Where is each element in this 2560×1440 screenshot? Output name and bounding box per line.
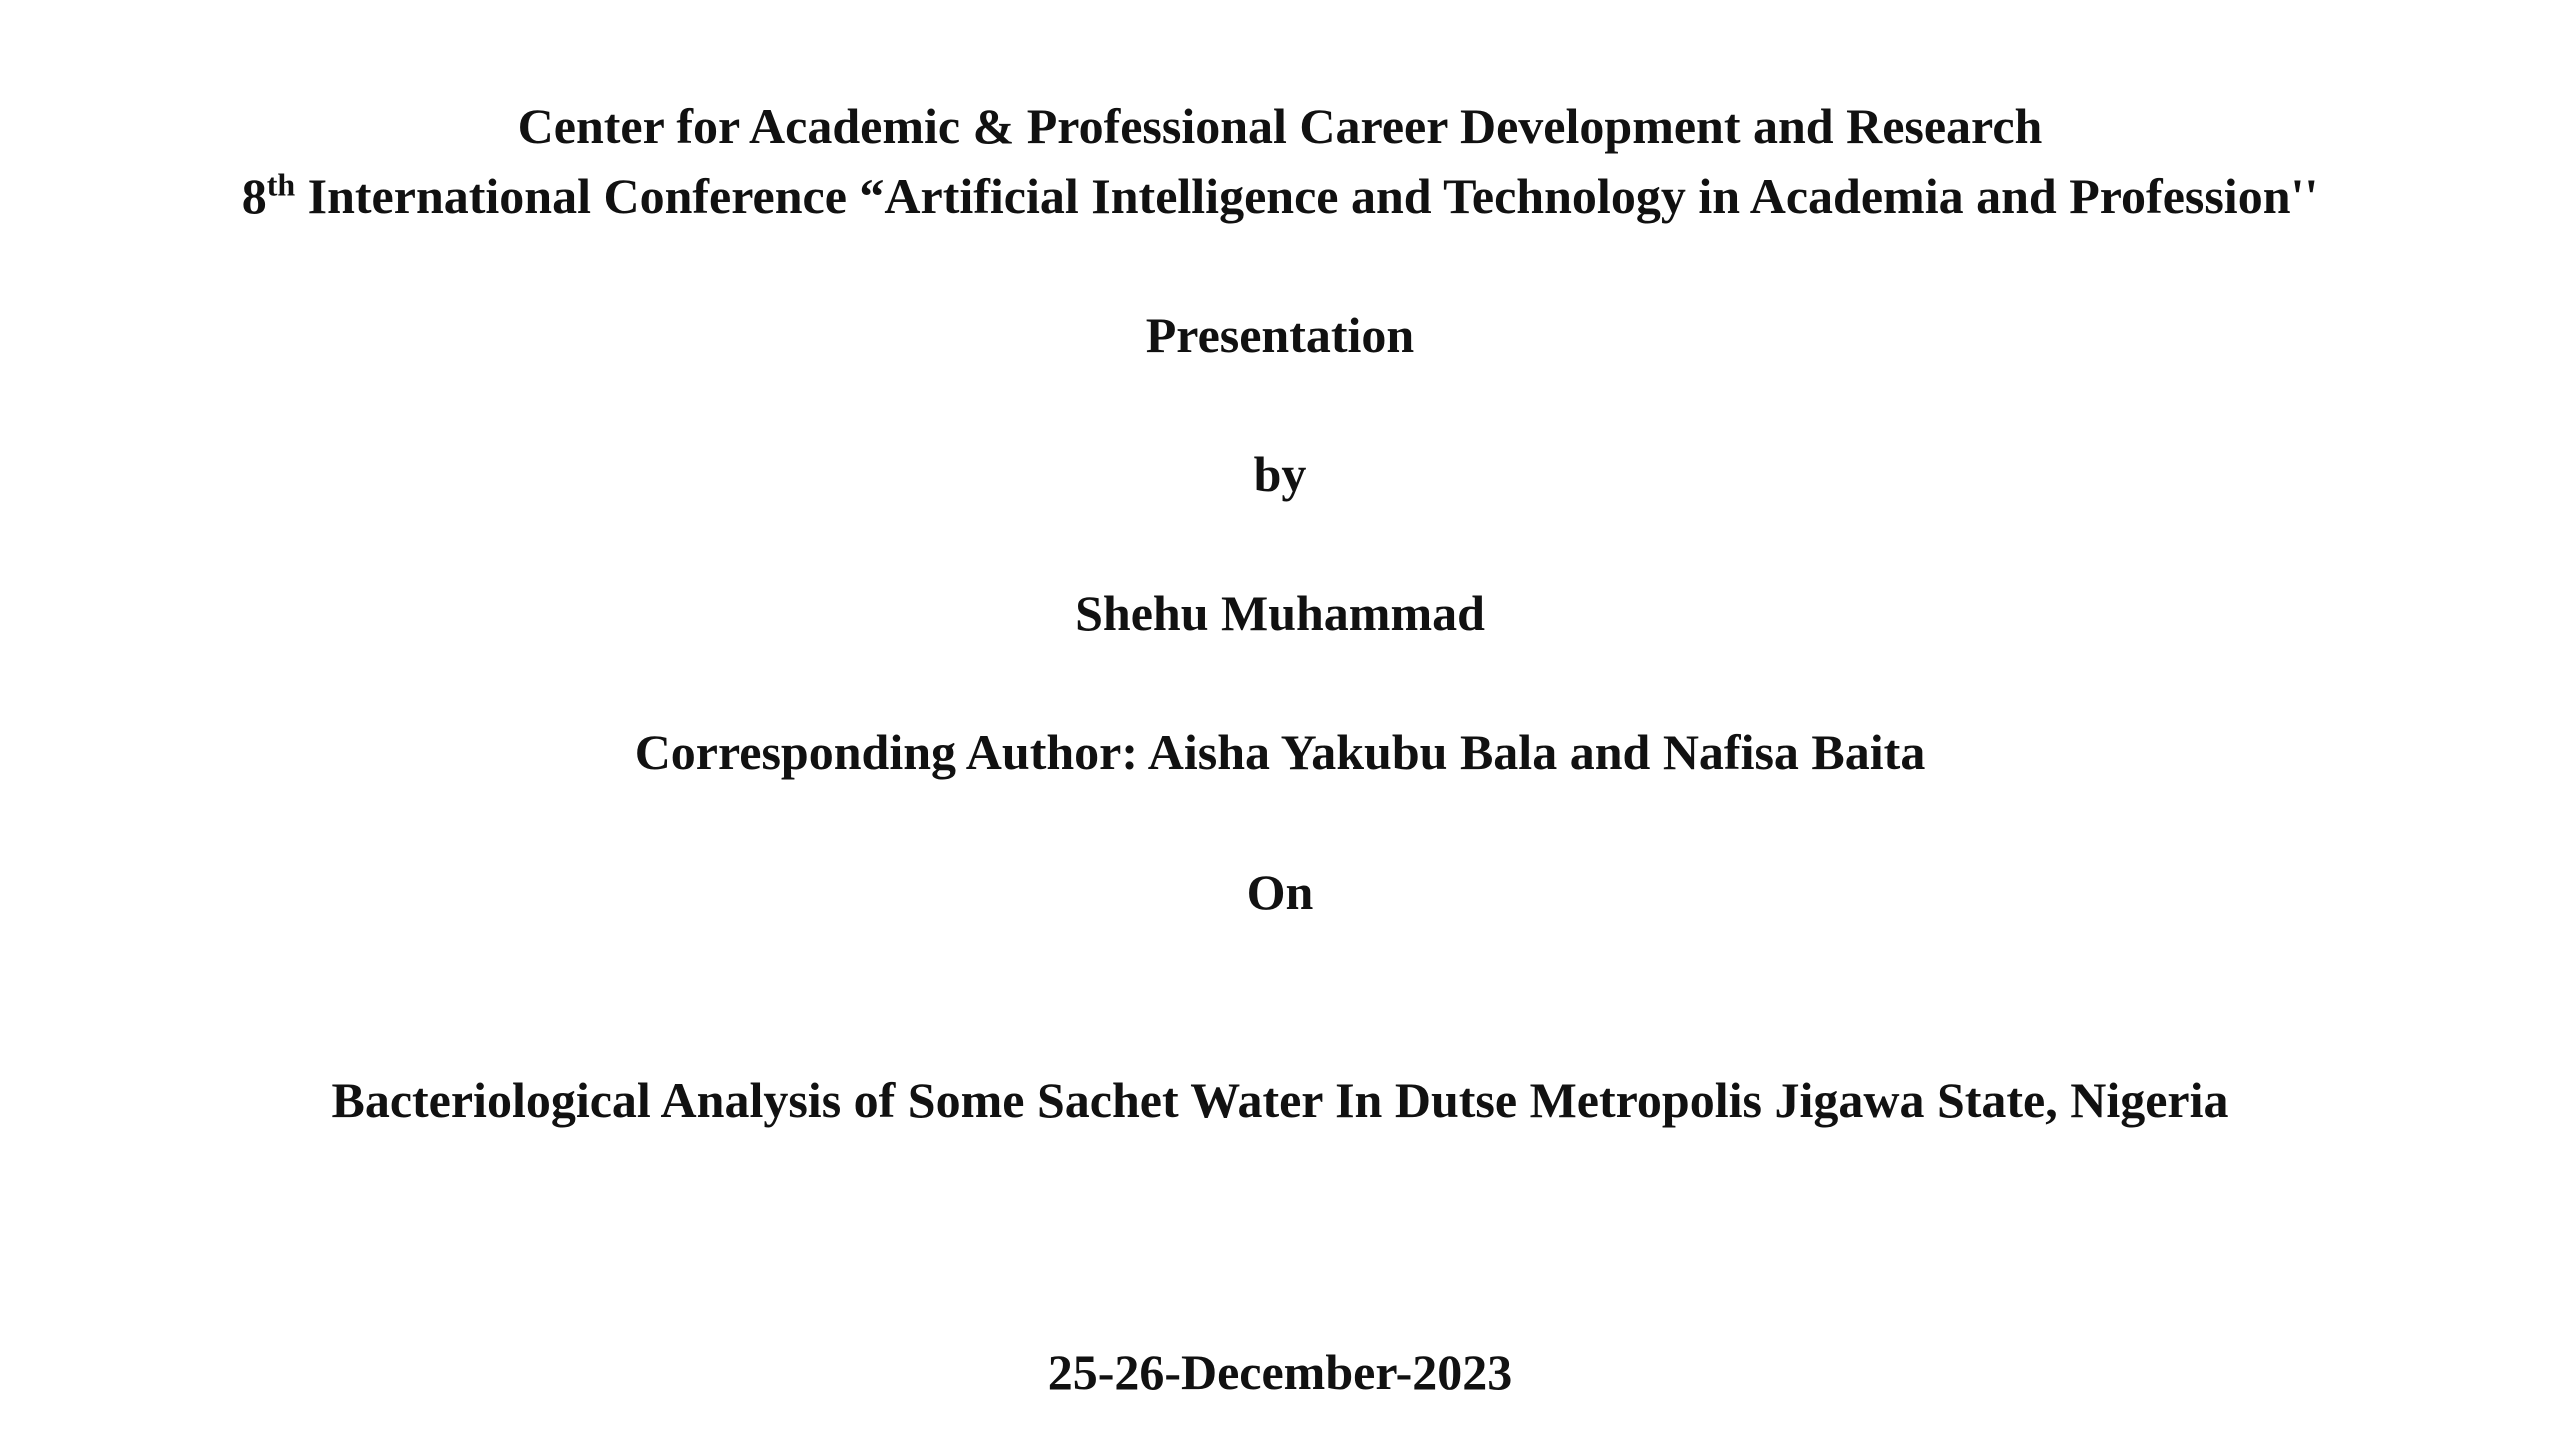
on-label: On	[1246, 864, 1314, 920]
by-label: by	[1253, 446, 1307, 502]
conference-ordinal-suffix: th	[266, 166, 296, 203]
presenter-name: Shehu Muhammad	[1075, 585, 1485, 641]
presentation-date: 25-26-December-2023	[1047, 1344, 1513, 1400]
corresponding-author: Corresponding Author: Aisha Yakubu Bala and Nafisa Baita	[634, 724, 1926, 780]
presentation-title: Bacteriological Analysis of Some Sachet Water In Dutse Metropolis Jigawa State, Nigeria	[331, 1072, 2229, 1128]
presentation-label: Presentation	[1145, 307, 1415, 363]
organization-heading: Center for Academic & Professional Career Development and Research	[517, 98, 2043, 154]
conference-name: International Conference “Artificial Intelligence and Technology in Academia and Profession''	[295, 168, 2319, 224]
conference-heading	[0, 166, 2560, 226]
conference-number: 8	[241, 168, 267, 224]
